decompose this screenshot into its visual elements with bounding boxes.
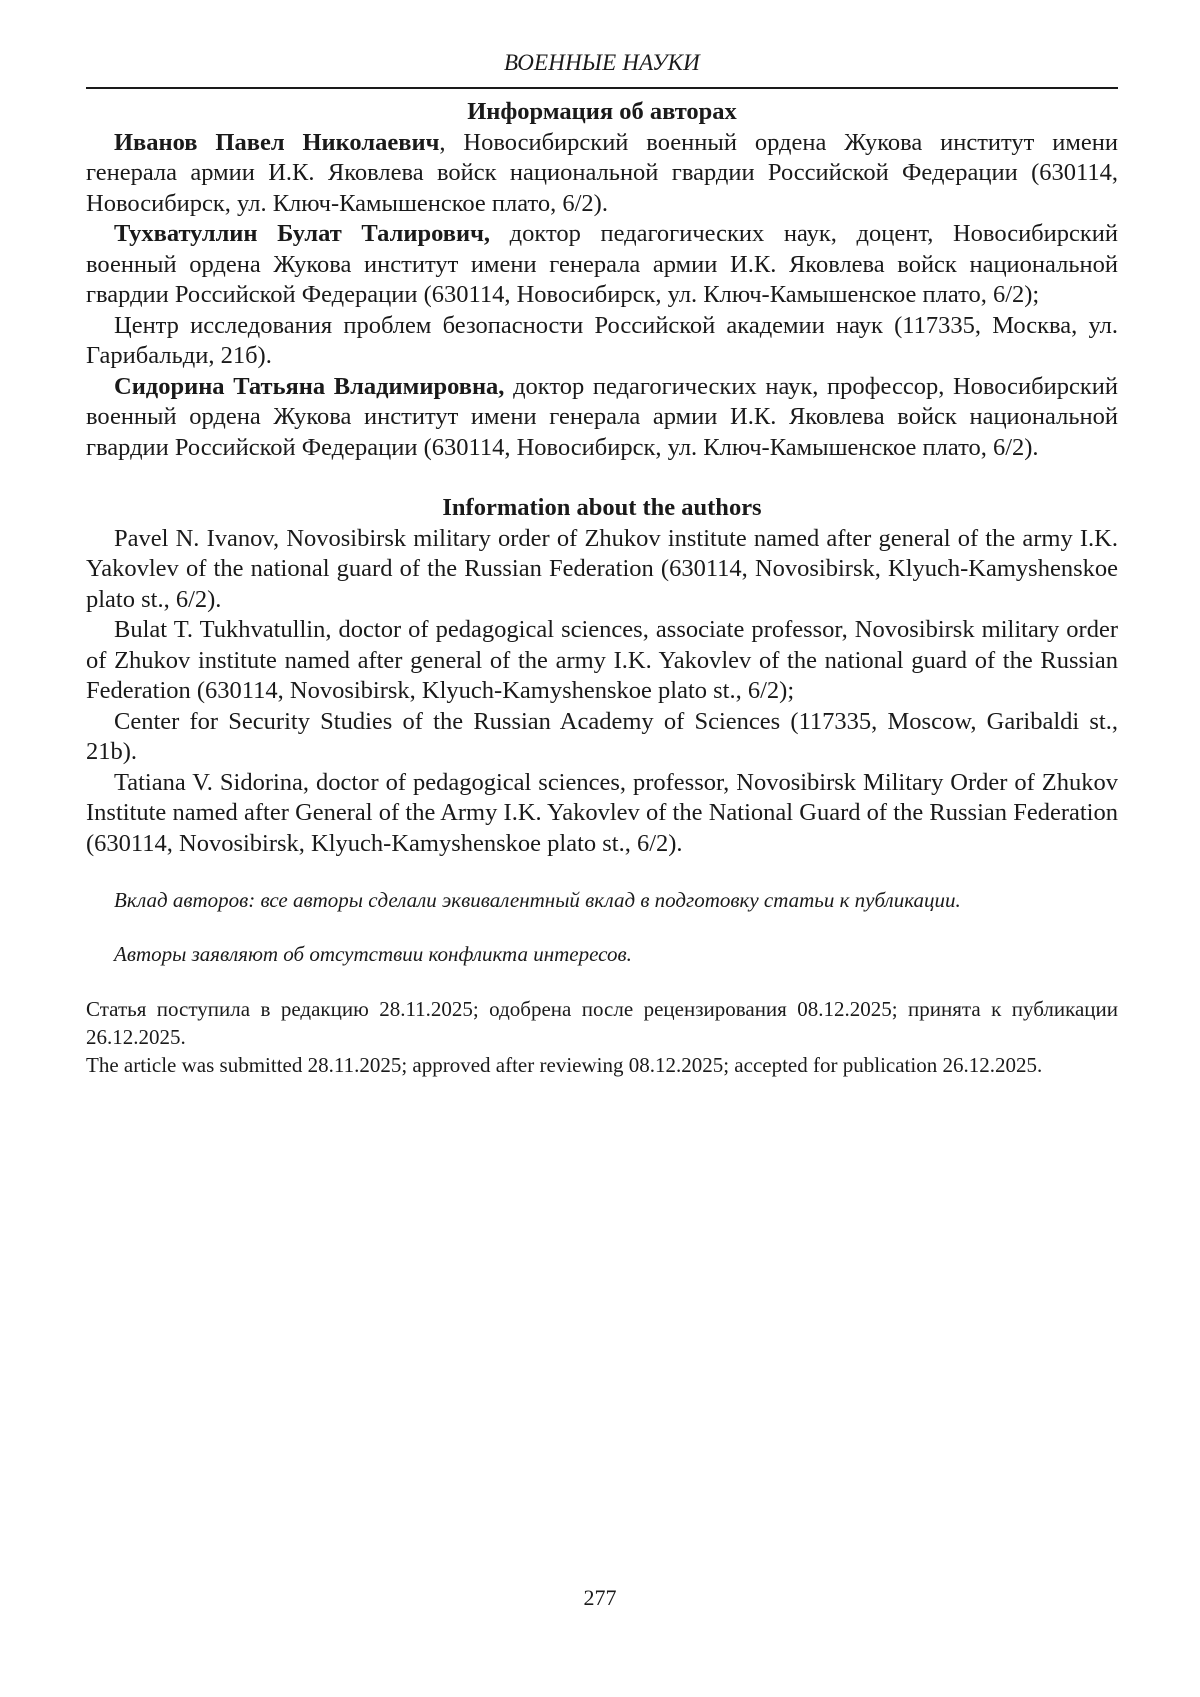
running-title: ВОЕННЫЕ НАУКИ <box>504 50 700 75</box>
author-affiliation: , Новосибирский военный ордена Жукова институт имени генерала армии И.К. Яковлева войск национальной гвардии Российской Федерации (630114, Новосибирск, ул. Ключ-Камышенское плато, 6/2). <box>86 128 1118 217</box>
author-en-ivanov: Pavel N. Ivanov, Novosibirsk military order of Zhukov institute named after general of the army I.K. Yakovlev of the national guard of the Russian Federation (630114, Novosibirsk, Klyuch-Kamyshenskoe plato st., 6/2). <box>86 524 1118 613</box>
author-ru-sidorina <box>86 372 1118 464</box>
author-affiliation: Центр исследования проблем безопасности Российской академии наук (117335, Москва, ул. Гарибальди, 21б). <box>86 311 1118 369</box>
header-rule <box>86 87 1118 89</box>
article-dates <box>86 995 1118 1079</box>
author-affiliation: доктор педагогических наук, профессор, Новосибирский военный ордена Жукова институт имени генерала армии И.К. Яковлева войск национальной гвардии Российской Федерации (630114, Новосибирск, ул. Ключ-Камышенское плато, 6/2). <box>86 372 1118 461</box>
page-number: 277 <box>583 1585 617 1610</box>
author-name: Иванов Павел Николаевич <box>114 128 440 156</box>
contribution-note: Вклад авторов: все авторы сделали эквивалентный вклад в подготовку статьи к публикации. <box>114 888 961 912</box>
dates-en: The article was submitted 28.11.2025; approved after reviewing 08.12.2025; accepted for publication 26.12.2025. <box>86 1053 1043 1077</box>
conflict-note: Авторы заявляют об отсутствии конфликта интересов. <box>114 942 632 966</box>
author-name: Тухватуллин Булат Талирович, <box>114 220 491 247</box>
document-page <box>86 0 1118 1079</box>
author-affiliation: доктор педагогических наук, доцент, Новосибирский военный ордена Жукова институт имени генерала армии И.К. Яковлева войск национальной гвардии Российской Федерации (630114, Новосибирск, ул. Ключ-Камышенское плато, 6/2); <box>86 220 1119 308</box>
dates-ru: Статья поступила в редакцию 28.11.2025; одобрена после рецензирования 08.12.2025; принята к публикации 26.12.2025. <box>86 997 1118 1049</box>
authors-en-title: Information about the authors <box>442 494 762 521</box>
authors-ru-title: Информация об авторах <box>467 98 737 125</box>
author-en-second-affiliation: Center for Security Studies of the Russian Academy of Sciences (117335, Moscow, Garibaldi st., 21b). <box>86 707 1118 765</box>
author-name: Сидорина Татьяна Владимировна, <box>114 372 505 400</box>
author-en-tukhvatullin: Bulat T. Tukhvatullin, doctor of pedagogical sciences, associate professor, Novosibirsk military order of Zhukov institute named after general of the army I.K. Yakovlev of the national guard of the Russian Federation (630114, Novosibirsk, Klyuch-Kamyshenskoe plato st., 6/2); <box>86 616 1118 704</box>
author-ru-second-affiliation <box>86 311 1118 372</box>
author-en-sidorina: Tatiana V. Sidorina, doctor of pedagogical sciences, professor, Novosibirsk Military Order of Zhukov Institute named after General of the Army I.K. Yakovlev of the National Guard of the Russian Federation (630114, Novosibirsk, Klyuch-Kamyshenskoe plato st., 6/2). <box>86 768 1118 857</box>
author-ru-ivanov <box>86 128 1118 220</box>
author-ru-tukhvatullin <box>86 219 1118 311</box>
